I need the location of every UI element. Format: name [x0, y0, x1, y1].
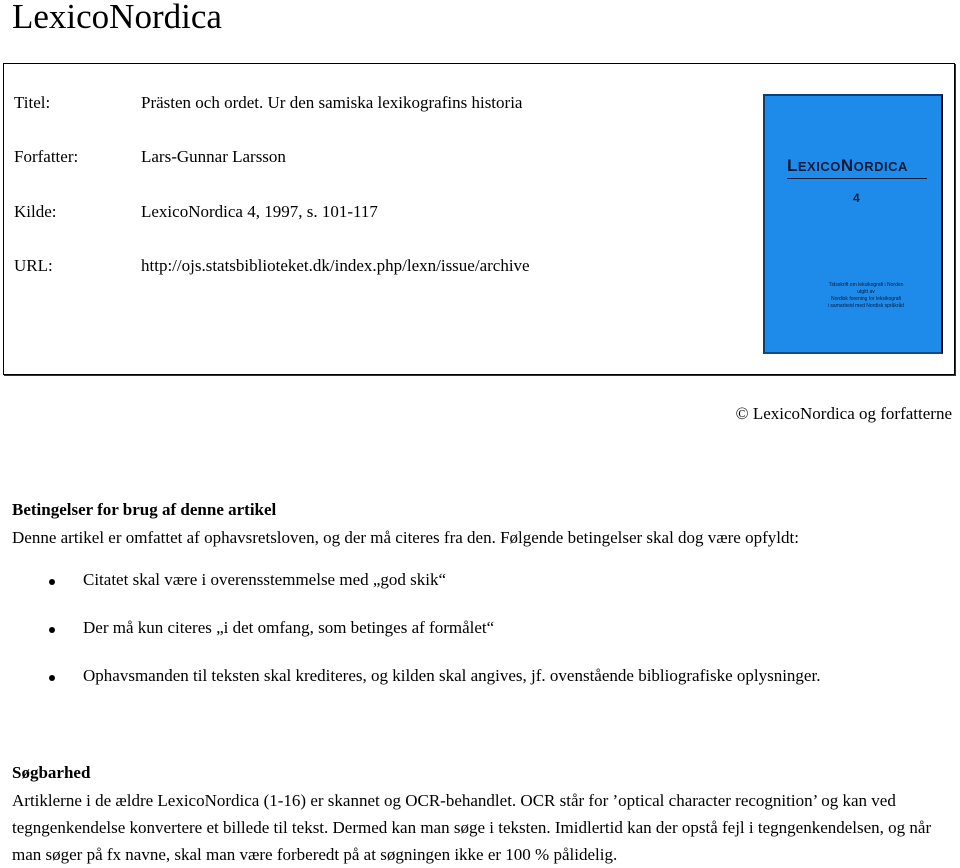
meta-value: Prästen och ordet. Ur den samiska lexikografins historia: [141, 93, 523, 112]
bullet-icon: [49, 579, 55, 585]
meta-label: URL:: [14, 256, 53, 275]
search-heading: Søgbarhed: [12, 763, 91, 782]
cover-subtitle: Tidsskrift om leksikografi i Norden utgitt av Nordisk forening for leksikografi i samarbeid med Nordisk språkråd: [827, 282, 905, 309]
cover-rule: [787, 178, 927, 179]
meta-value: Lars-Gunnar Larsson: [141, 147, 286, 166]
meta-label: Forfatter:: [14, 147, 79, 166]
journal-cover-image: [763, 94, 943, 354]
meta-label: Titel:: [14, 93, 51, 112]
bullet-icon: [49, 675, 55, 681]
cover-title: LEXICONORDICA: [787, 156, 908, 175]
terms-heading: Betingelser for brug af denne artikel: [12, 500, 277, 519]
bullet-icon: [49, 627, 55, 633]
cover-issue-number: 4: [853, 191, 860, 205]
copyright-notice: © LexicoNordica og forfatterne: [735, 404, 952, 423]
terms-intro: Denne artikel er omfattet af ophavsretsloven, og der må citeres fra den. Følgende betingelser skal dog være opfyldt:: [12, 528, 799, 547]
meta-value: LexicoNordica 4, 1997, s. 101-117: [141, 202, 378, 221]
metadata-box: [3, 63, 955, 375]
meta-url-link[interactable]: http://ojs.statsbiblioteket.dk/index.php/lexn/issue/archive: [141, 256, 530, 275]
search-text: Artiklerne i de ældre LexicoNordica (1-16) er skannet og OCR-behandlet. OCR står for ’optical character recognition’ og kan ved tegngenkendelse konvertere et billede til tekst. Dermed kan man søge i teksten. Imidlertid kan der opstå fejl i tegngenkendelsen, og når man søger på fx navne, skal man være forberedt på at søgningen ikke er 100 % pålidelig.: [12, 791, 932, 864]
document-title: LexicoNordica: [12, 0, 222, 36]
meta-label: Kilde:: [14, 202, 57, 221]
